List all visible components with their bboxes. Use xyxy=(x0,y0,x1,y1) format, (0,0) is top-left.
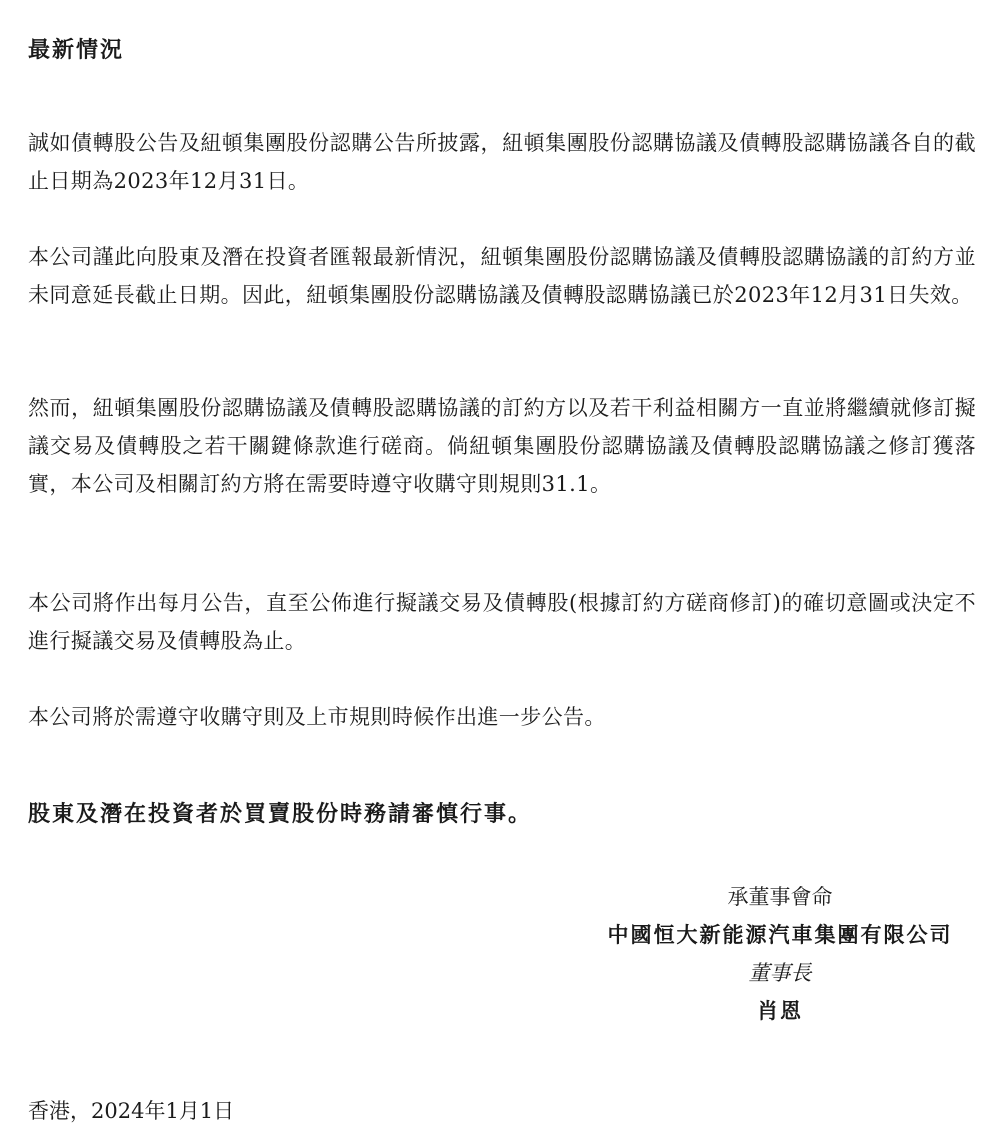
signatory-name: 肖恩 xyxy=(757,999,803,1023)
paragraph-4: 本公司將作出每月公告，直至公佈進行擬議交易及債轉股(根據訂約方磋商修訂)的確切意圖或決定不進行擬議交易及債轉股為止。 xyxy=(28,591,976,653)
paragraph-3: 然而，紐頓集團股份認購協議及債轉股認購協議的訂約方以及若干利益相關方一直並將繼續就修訂擬議交易及債轉股之若干關鍵條款進行磋商。倘紐頓集團股份認購協議及債轉股認購協議之修訂獲落實，本公司及相關訂約方將在需要時遵守收購守則規則31.1。 xyxy=(28,396,976,496)
paragraph-5: 本公司將於需遵守收購守則及上市規則時候作出進一步公告。 xyxy=(28,705,606,729)
section-heading: 最新情況 xyxy=(28,38,125,63)
announcement-page xyxy=(28,0,978,1142)
signature-block xyxy=(590,878,970,1030)
company-name: 中國恒大新能源汽車集團有限公司 xyxy=(607,923,953,947)
caution-notice: 股東及潛在投資者於買賣股份時務請審慎行事。 xyxy=(28,802,533,827)
signatory-title: 董事長 xyxy=(748,961,812,985)
paragraph-2: 本公司謹此向股東及潛在投資者匯報最新情況，紐頓集團股份認購協議及債轉股認購協議的訂約方並未同意延長截止日期。因此，紐頓集團股份認購協議及債轉股認購協議已於2023年12月31日失效。 xyxy=(28,245,976,307)
paragraph-1: 誠如債轉股公告及紐頓集團股份認購公告所披露，紐頓集團股份認購協議及債轉股認購協議各自的截止日期為2023年12月31日。 xyxy=(28,131,976,193)
place-and-date: 香港，2024年1月1日 xyxy=(28,1099,235,1123)
by-order-line: 承董事會命 xyxy=(727,885,833,909)
